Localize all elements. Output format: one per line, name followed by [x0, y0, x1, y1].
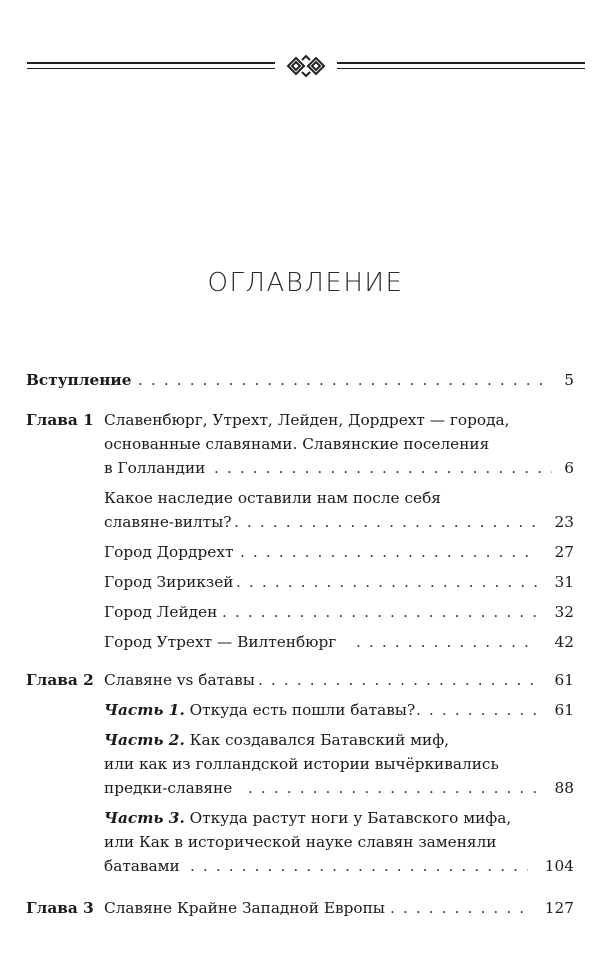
toc-entry-line: славяне-вилты?	[104, 513, 232, 531]
leader-dots	[416, 700, 538, 720]
chapter-3-label: Глава 3	[26, 899, 94, 917]
part-label: Часть 3.	[104, 809, 185, 827]
leader-dots	[236, 572, 538, 592]
leader-dots	[234, 512, 538, 532]
leader-dots	[138, 370, 546, 390]
toc-part-page: 104	[544, 857, 574, 875]
toc-intro-page: 5	[564, 371, 574, 389]
toc-entry-page: 42	[554, 633, 574, 651]
leader-dots	[190, 856, 528, 876]
toc-entry-line: Город Зирикзей	[104, 573, 234, 591]
toc-part-line: или как из голландской истории вычёркивались	[104, 755, 499, 773]
toc-entry-page: 27	[554, 543, 574, 561]
toc-entry-line: Город Утрехт — Вилтенбюрг	[104, 633, 337, 651]
toc-part-page: 88	[554, 779, 574, 797]
toc-part-line	[104, 700, 415, 720]
part-title: Откуда есть пошли батавы?	[189, 701, 416, 719]
leader-dots	[390, 898, 526, 918]
toc-entry-page: 23	[554, 513, 574, 531]
toc-entry-line: Город Дордрехт	[104, 543, 234, 561]
chapter-3-page: 127	[544, 899, 574, 917]
toc-entry-line: Какое наследие оставили нам после себя	[104, 489, 441, 507]
chapter-2-page: 61	[554, 671, 574, 689]
toc-intro-label: Вступление	[26, 371, 132, 389]
leader-dots	[248, 778, 538, 798]
leader-dots	[240, 542, 538, 562]
toc-entry-page: 32	[554, 603, 574, 621]
chapter-1-title-line: Славенбюрг, Утрехт, Лейден, Дордрехт — города,	[104, 411, 510, 429]
part-label: Часть 1.	[104, 701, 185, 719]
chapter-2-label: Глава 2	[26, 671, 94, 689]
chapter-1-title-line: в Голландии	[104, 459, 206, 477]
chapter-2-title: Славяне vs батавы	[104, 671, 255, 689]
chapter-1-page: 6	[564, 459, 574, 477]
part-title: Как создавался Батавский миф,	[189, 731, 450, 749]
part-title: Откуда растут ноги у Батавского мифа,	[189, 809, 512, 827]
leader-dots	[258, 670, 538, 690]
leader-dots	[222, 602, 538, 622]
chapter-1-title-line: основанные славянами. Славянские поселения	[104, 435, 490, 453]
chapter-1-label: Глава 1	[26, 411, 94, 429]
toc-entry-line: Город Лейден	[104, 603, 218, 621]
chapter-3-title: Славяне Крайне Западной Европы	[104, 899, 385, 917]
page-title: ОГЛАВЛЕНИЕ	[207, 268, 404, 298]
leader-dots	[214, 458, 552, 478]
toc-part-line: или Как в исторической науке славян заменяли	[104, 833, 497, 851]
knot-ornament-icon	[284, 54, 328, 78]
toc-part-line	[104, 730, 449, 750]
header-rule	[27, 54, 585, 78]
toc-entry-page: 31	[554, 573, 574, 591]
part-label: Часть 2.	[104, 731, 185, 749]
toc-part-line	[104, 808, 511, 828]
leader-dots	[356, 632, 538, 652]
toc-part-line: батавами	[104, 857, 180, 875]
toc-part-page: 61	[554, 701, 574, 719]
toc-part-line: предки-славяне	[104, 779, 233, 797]
